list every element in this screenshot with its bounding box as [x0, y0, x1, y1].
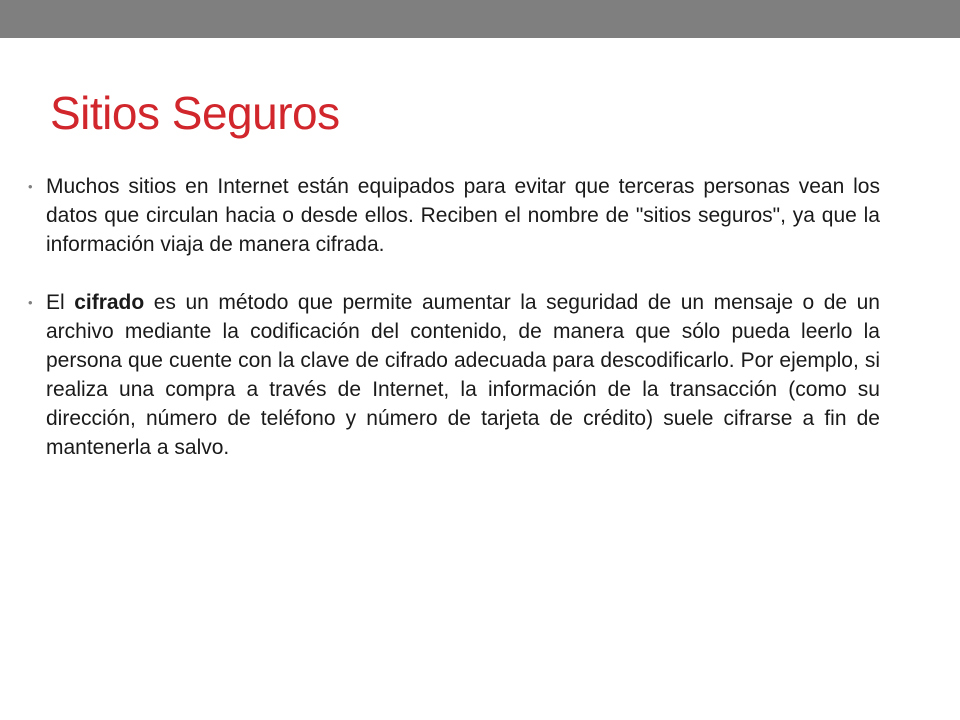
slide-title: Sitios Seguros: [50, 87, 340, 139]
top-accent-bar: [0, 0, 960, 38]
bullet-item-cifrado: [28, 288, 880, 462]
bullet-icon: •: [28, 295, 33, 310]
bullet-text: Muchos sitios en Internet están equipados para evitar que terceras personas vean los datos que circulan hacia o desde ellos. Reciben el nombre de "sitios seguros", ya que la información viaja de manera cifrada.: [46, 175, 880, 256]
bullet-text-before: El: [46, 291, 75, 314]
bullet-text-after: es un método que permite aumentar la seguridad de un mensaje o de un archivo mediante la codificación del contenido, de manera que sólo pueda leerlo la persona que cuente con la clave de cifrado adecuada para descodificarlo. Por ejemplo, si realiza una compra a través de Internet, la información de la transacción (como su dirección, número de teléfono y número de tarjeta de crédito) suele cifrarse a fin de mantenerla a salvo.: [46, 291, 880, 459]
bullet-list: [28, 172, 880, 462]
bold-term-cifrado: cifrado: [74, 291, 145, 314]
bullet-item-sitios-seguros: [28, 172, 880, 259]
bullet-icon: •: [28, 179, 33, 194]
